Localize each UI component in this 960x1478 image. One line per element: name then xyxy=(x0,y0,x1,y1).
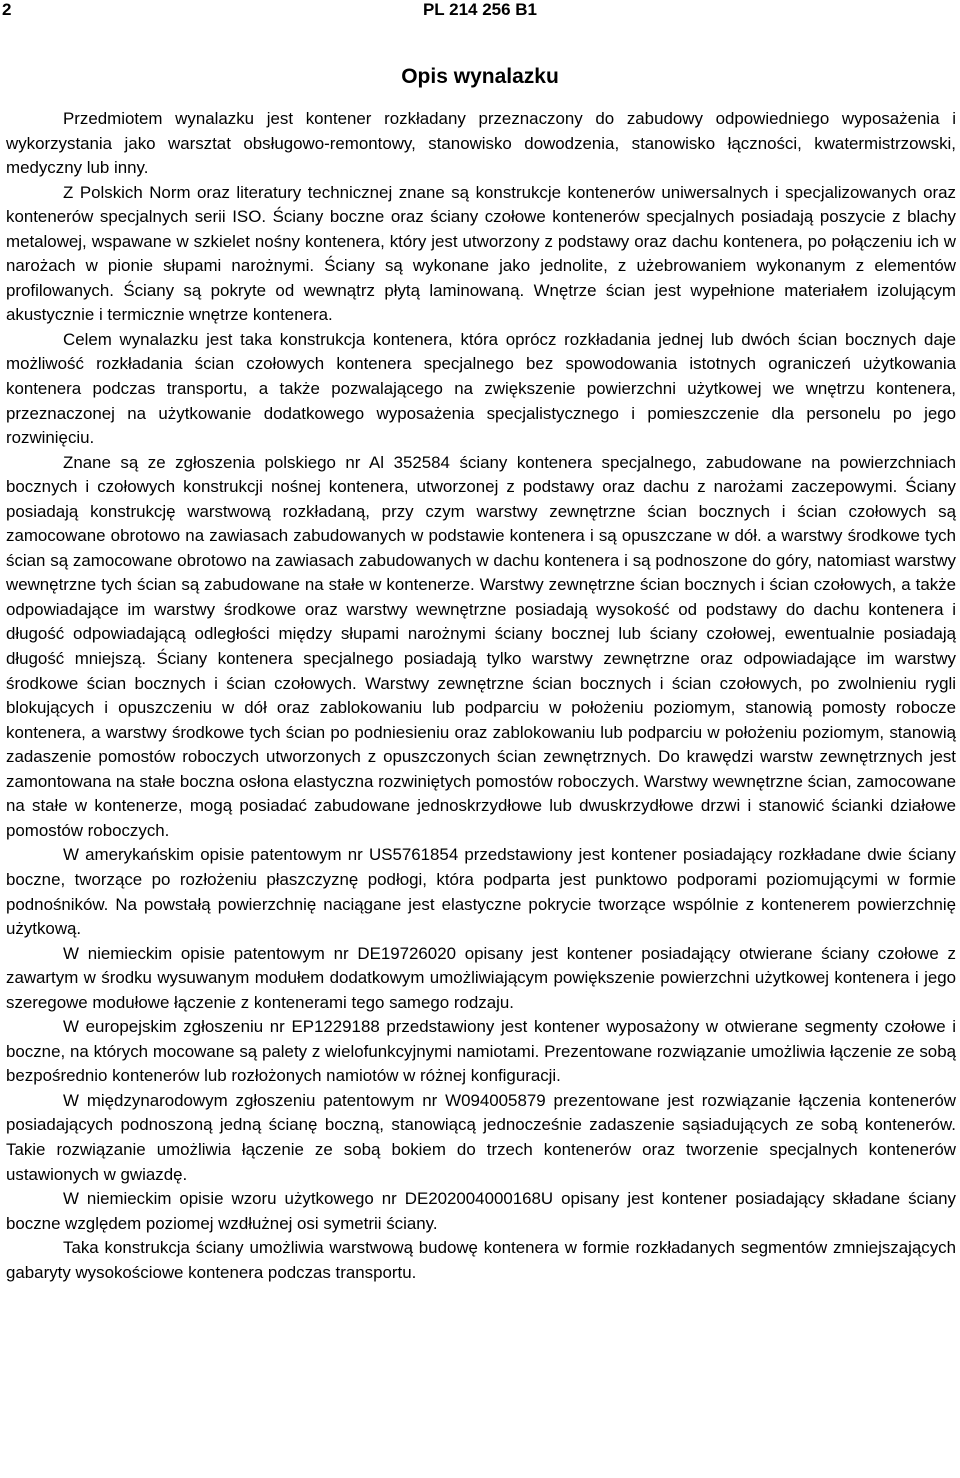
paragraph-prior-art-de-utility: W niemieckim opisie wzoru użytkowego nr DE202004000168U opisany jest kontener posiadający składane ściany boczne względem poziomej wzdłużnej osi symetrii ściany. xyxy=(6,1189,956,1233)
paragraph-objective: Celem wynalazku jest taka konstrukcja kontenera, która oprócz rozkładania jednej lub dwóch ścian bocznych daje możliwość rozkładania ścian czołowych kontenera specjalnego bez spowodowania istotnych ograniczeń użytkowania kontenera podczas transportu, a także pozwalającego na zwiększenie powierzchni użytkowej we wnętrzu kontenera, przeznaczonej na użytkowanie dodatkowego wyposażenia specjalistycznego i pomieszczenie dla personelu po jego rozwinięciu. xyxy=(6,329,956,448)
patent-number: PL 214 256 B1 xyxy=(422,0,538,19)
document-title: Opis wynalazku xyxy=(401,65,559,88)
paragraph-subject: Przedmiotem wynalazku jest kontener rozkładany przeznaczony do zabudowy odpowiedniego wyposażenia i wykorzystania jako warsztat obsługowo-remontowy, stanowisko dowodzenia, stanowisko łączności, kwatermistrzowski, medyczny lub inny. xyxy=(6,109,956,178)
page-header xyxy=(0,0,960,26)
paragraph-prior-art-ep: W europejskim zgłoszeniu nr EP1229188 przedstawiony jest kontener wyposażony w otwierane segmenty czołowe i boczne, na których mocowane są palety z wielofunkcyjnymi namiotami. Prezentowane rozwiązanie umożliwia łączenie ze sobą bezpośrednio kontenerów lub rozłożonych namiotów w różnej konfiguracji. xyxy=(6,1017,956,1086)
document-body xyxy=(6,107,956,1285)
page-number: 2 xyxy=(2,0,12,19)
paragraph-prior-art-de: W niemieckim opisie patentowym nr DE19726020 opisany jest kontener posiadający otwierane ściany czołowe z zawartym w środku wysuwanym modułem dodatkowym umożliwiającym powiększenie powierzchni użytkowej kontenera i jego szeregowe modułowe łączenie z kontenerami tego samego rodzaju. xyxy=(6,943,956,1012)
paragraph-construction-summary: Taka konstrukcja ściany umożliwia warstwową budowę kontenera w formie rozkładanych segmentów zmniejszających gabaryty wysokościowe kontenera podczas transportu. xyxy=(6,1238,956,1282)
paragraph-prior-art-standards: Z Polskich Norm oraz literatury technicznej znane są konstrukcje kontenerów uniwersalnych i specjalizowanych oraz kontenerów specjalnych serii ISO. Ściany boczne oraz ściany czołowe kontenerów specjalnych posiadają poszycie z blachy metalowej, wspawane w szkielet nośny kontenera, który jest utworzony z podstawy oraz dachu kontenera, po połączeniu ich w narożach w pionie słupami narożnymi. Ściany są wykonane jako jednolite, z użebrowaniem wykonanym z elementów profilowanych. Ściany są pokryte od wewnątrz płytą laminowaną. Wnętrze ścian jest wypełnione materiałem izolującym akustycznie i termicznie wnętrze kontenera. xyxy=(6,182,956,325)
paragraph-prior-art-us: W amerykańskim opisie patentowym nr US5761854 przedstawiony jest kontener posiadający rozkładane dwie ściany boczne, tworzące po rozłożeniu płaszczyznę podłogi, która podparta jest punktowo podporami poziomującymi w formie podnośników. Na powstałą powierzchnię naciągane jest elastyczne pokrycie tworzące wspólnie z kontenerem powierzchnię użytkową. xyxy=(6,845,956,939)
paragraph-prior-art-wo: W międzynarodowym zgłoszeniu patentowym nr W094005879 prezentowane jest rozwiązanie łączenia kontenerów posiadających podnoszoną jedną ścianę boczną, stanowiącą jednocześnie zadaszenie sąsiadujących ze sobą kontenerów. Takie rozwiązanie umożliwia łączenie ze sobą bokiem do trzech kontenerów oraz tworzenie specjalnych kontenerów ustawionych w gwiazdę. xyxy=(6,1090,956,1184)
paragraph-prior-art-pl: Znane są ze zgłoszenia polskiego nr Al 352584 ściany kontenera specjalnego, zabudowane na powierzchniach bocznych i czołowych konstrukcji nośnej kontenera, utworzonej z podstawy oraz dachu z narożami zaczepowymi. Ściany posiadają konstrukcję warstwową rozkładaną, przy czym warstwy zewnętrzne ścian bocznych i ścian czołowych są zamocowane obrotowo na zawiasach zabudowanych w podstawie kontenera i są opuszczane w dół. a warstwy środkowe tych ścian są zamocowane obrotowo na zawiasach zabudowanych w dachu kontenera i są podnoszone do góry, natomiast warstwy wewnętrzne tych ścian są zabudowane na stałe w kontenerze. Warstwy zewnętrzne ścian bocznych i ścian czołowych, a także odpowiadające im warstwy środkowe oraz warstwy wewnętrzne posiadają wysokość od podstawy do dachu kontenera i długość odpowiadającą odległości między słupami narożnymi ściany bocznej lub ściany czołowej, ewentualnie posiadają długość mniejszą. Ściany kontenera specjalnego posiadają tylko warstwy zewnętrzne oraz odpowiadające im warstwy środkowe ścian bocznych i ścian czołowych. Warstwy zewnętrzne ścian bocznych i ścian czołowych, po zwolnieniu rygli blokujących i opuszczeniu w dół oraz zablokowaniu lub podparciu w położeniu poziomym, stanowią pomosty robocze kontenera, a warstwy środkowe tych ścian po podniesieniu oraz zablokowaniu lub podparciu w położeniu poziomym, stanowią zadaszenie pomostów roboczych utworzonych z opuszczonych ścian zewnętrznych. Do krawędzi warstw zewnętrznych jest zamontowana na stałe boczna osłona elastyczna rozwiniętych pomostów roboczych. Warstwy wewnętrzne ścian, zamocowane na stałe w kontenerze, mogą posiadać zabudowane jednoskrzydłowe lub dwuskrzydłowe drzwi i stanowić ścianki działowe pomostów roboczych. xyxy=(6,452,956,840)
